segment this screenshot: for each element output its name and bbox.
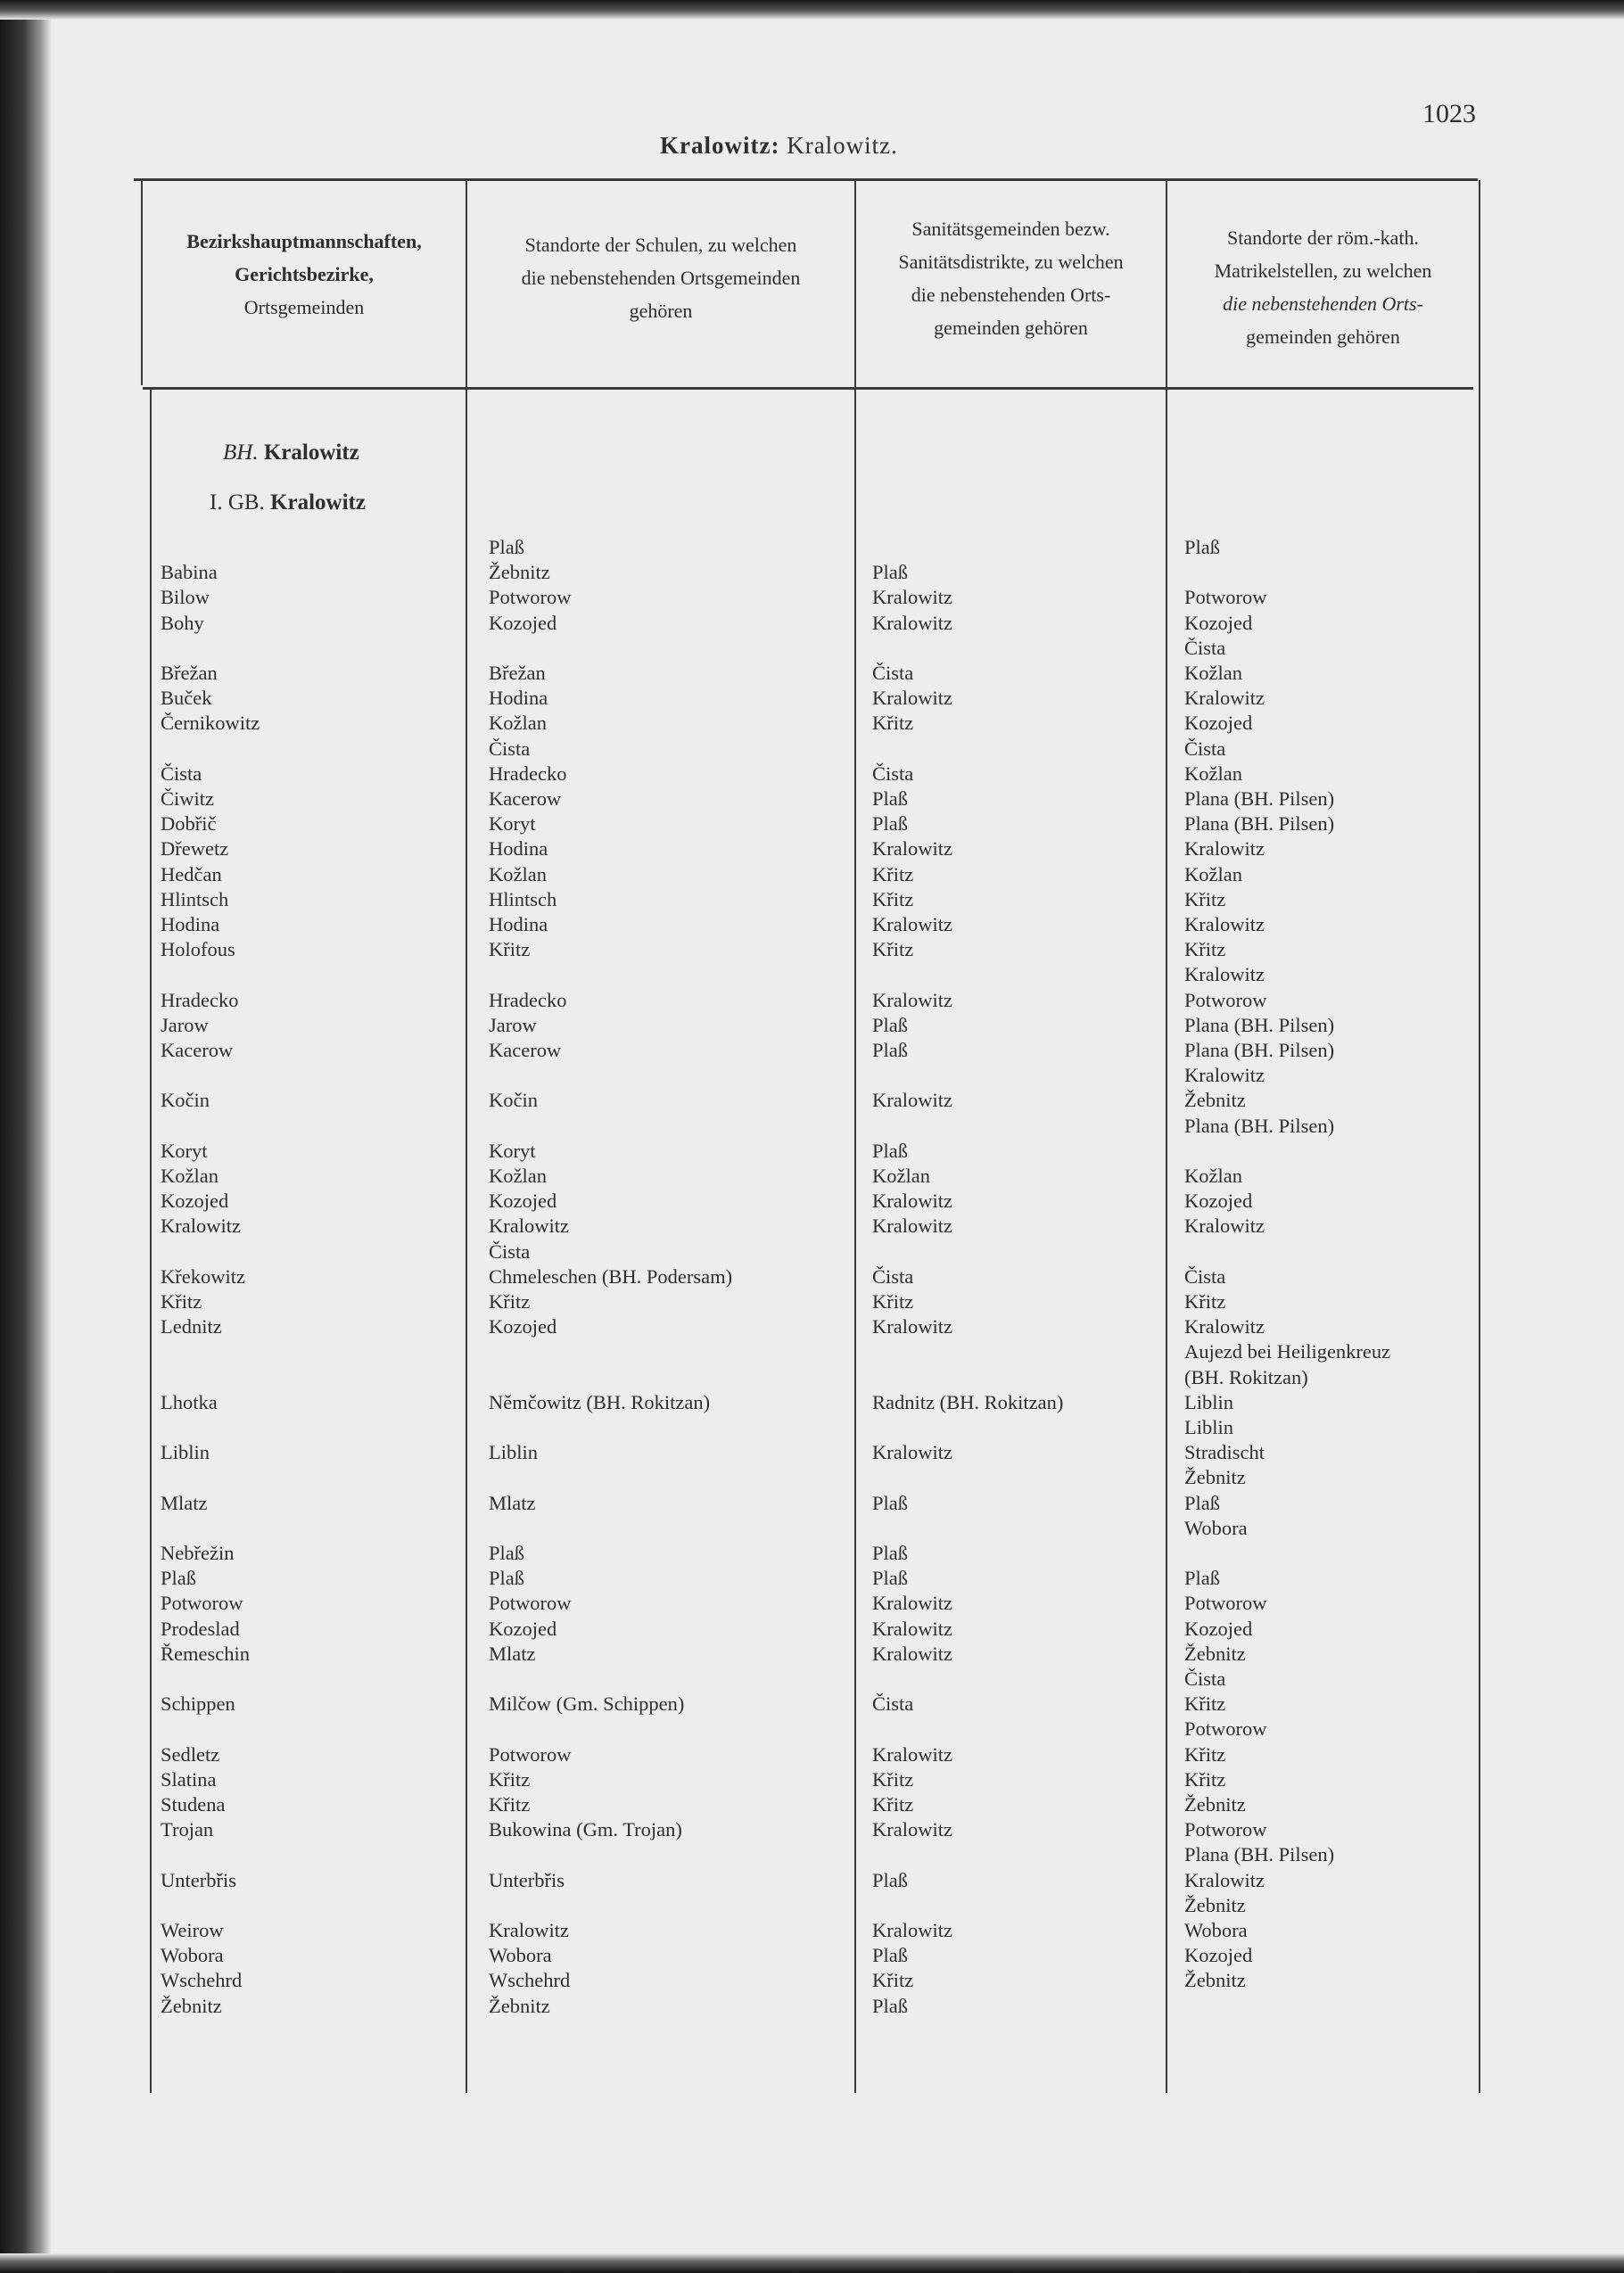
cell-gem: Sedletz — [161, 1742, 220, 1766]
cell-san: Kralowitz — [872, 1617, 952, 1640]
cell-gem: Wobora — [161, 1944, 224, 1967]
cell-school: Plaß — [489, 1542, 525, 1564]
cell-matrikel: Wobora — [1184, 1516, 1248, 1539]
gb-name: Kralowitz — [270, 490, 366, 515]
cell-san: Plaß — [872, 561, 909, 584]
cell-school: Hradecko — [489, 988, 567, 1011]
column-header-matrikel — [1169, 221, 1477, 353]
cell-san: Kralowitz — [872, 1919, 952, 1941]
cell-matrikel: Křitz — [1184, 1767, 1226, 1791]
table-row — [0, 1063, 1624, 1088]
column-header-sanitaet — [858, 212, 1164, 344]
cell-school: Kožlan — [489, 1165, 547, 1187]
cell-school: Wobora — [489, 1944, 552, 1967]
table-left-rule — [141, 180, 143, 385]
cell-matrikel: Křitz — [1184, 887, 1226, 910]
column-header-line: Gerichtsbezirke, — [235, 263, 374, 285]
cell-gem: Černikowitz — [161, 712, 260, 735]
cell-gem: Dobřič — [161, 812, 217, 836]
cell-san: Plaß — [872, 812, 909, 836]
cell-san: Kralowitz — [872, 988, 952, 1011]
table-row — [0, 862, 1624, 887]
column-header-line: gemeinden gehören — [1246, 325, 1400, 348]
table-row — [0, 1692, 1624, 1717]
cell-san: Křitz — [872, 862, 914, 885]
cell-san: Kralowitz — [872, 1592, 952, 1615]
cell-gem: Plaß — [161, 1567, 197, 1590]
cell-san: Plaß — [872, 1868, 909, 1891]
cell-school: Hodina — [489, 687, 548, 710]
column-header-line: Sanitätsgemeinden bezw. — [911, 218, 1110, 240]
cell-gem: Slatina — [161, 1767, 217, 1791]
cell-matrikel: Kralowitz — [1184, 1215, 1265, 1238]
table-row — [0, 1214, 1624, 1239]
cell-school: Kožlan — [489, 712, 547, 735]
cell-school: Potworow — [489, 586, 572, 609]
cell-san: Kralowitz — [872, 1215, 952, 1238]
cell-gem: Řemeschin — [161, 1642, 250, 1665]
cell-school: Kozojed — [489, 1315, 557, 1338]
cell-matrikel: Kralowitz — [1184, 913, 1265, 935]
cell-school: Koryt — [489, 1139, 536, 1162]
cell-school: Křitz — [489, 1767, 531, 1791]
cell-matrikel: Kralowitz — [1184, 963, 1265, 986]
table-row — [0, 1088, 1624, 1113]
cell-gem: Hradecko — [161, 988, 239, 1011]
cell-matrikel: (BH. Rokitzan) — [1184, 1365, 1308, 1388]
cell-matrikel: Kralowitz — [1184, 687, 1265, 710]
cell-gem: Hedčan — [161, 862, 222, 885]
cell-san: Křitz — [872, 1290, 914, 1313]
cell-school: Plaß — [489, 1567, 525, 1590]
cell-san: Radnitz (BH. Rokitzan) — [872, 1390, 1064, 1413]
cell-san: Plaß — [872, 1139, 909, 1162]
cell-san: Křitz — [872, 887, 914, 910]
cell-gem: Hlintsch — [161, 887, 229, 910]
table-row — [0, 1264, 1624, 1289]
cell-school: Mlatz — [489, 1642, 536, 1665]
cell-matrikel: Žebnitz — [1184, 1893, 1246, 1916]
cell-san: Kralowitz — [872, 1642, 952, 1665]
cell-matrikel: Kralowitz — [1184, 1315, 1265, 1338]
cell-san: Kralowitz — [872, 687, 952, 710]
table-row — [0, 811, 1624, 836]
cell-san: Kralowitz — [872, 1190, 952, 1213]
column-header-ortsgemeinden — [144, 225, 464, 324]
cell-san: Čista — [872, 762, 914, 785]
table-row — [0, 1893, 1624, 1918]
table-row — [0, 1114, 1624, 1139]
cell-san: Kralowitz — [872, 1818, 952, 1841]
cell-gem: Břežan — [161, 662, 218, 684]
column-header-line: Ortsgemeinden — [243, 296, 365, 318]
cell-matrikel: Kožlan — [1184, 862, 1242, 885]
table-row — [0, 1918, 1624, 1943]
cell-gem: Čista — [161, 762, 202, 785]
cell-school: Křitz — [489, 1793, 531, 1816]
cell-school: Křitz — [489, 938, 531, 961]
cell-gem: Babina — [161, 561, 218, 584]
cell-san: Křitz — [872, 1767, 914, 1791]
cell-gem: Trojan — [161, 1818, 214, 1841]
cell-matrikel: Křitz — [1184, 1290, 1226, 1313]
table-row — [0, 1968, 1624, 1993]
table-row — [0, 1842, 1624, 1867]
cell-gem: Žebnitz — [161, 1994, 222, 2017]
cell-san: Kralowitz — [872, 611, 952, 634]
bh-prefix: BH. — [223, 441, 259, 465]
cell-school: Kočin — [489, 1089, 538, 1112]
cell-school: Wschehrd — [489, 1969, 571, 1992]
cell-san: Křitz — [872, 712, 914, 735]
cell-san: Kralowitz — [872, 913, 952, 935]
cell-school: Kacerow — [489, 1039, 562, 1061]
cell-gem: Mlatz — [161, 1491, 208, 1514]
cell-san: Čista — [872, 1264, 914, 1288]
table-row — [0, 1415, 1624, 1440]
cell-gem: Unterbřis — [161, 1868, 236, 1891]
cell-san: Plaß — [872, 1039, 909, 1061]
cell-gem: Bohy — [161, 611, 204, 634]
cell-matrikel: Potworow — [1184, 586, 1267, 609]
table-row — [0, 836, 1624, 861]
cell-matrikel: Plana (BH. Pilsen) — [1184, 1013, 1335, 1036]
column-header-line: Standorte der Schulen, zu welchen — [524, 234, 797, 256]
cell-gem: Křekowitz — [161, 1264, 245, 1288]
cell-matrikel: Liblin — [1184, 1416, 1233, 1438]
cell-matrikel: Čista — [1184, 737, 1226, 760]
cell-gem: Koryt — [161, 1139, 208, 1162]
cell-san: Křitz — [872, 1793, 914, 1816]
cell-matrikel: Žebnitz — [1184, 1969, 1246, 1992]
cell-matrikel: Kozojed — [1184, 1617, 1253, 1640]
cell-matrikel: Kožlan — [1184, 762, 1242, 785]
table-row — [0, 1314, 1624, 1339]
cell-gem: Kožlan — [161, 1165, 218, 1187]
cell-san: Kožlan — [872, 1165, 930, 1187]
cell-gem: Nebřežin — [161, 1542, 235, 1564]
cell-gem: Holofous — [161, 938, 235, 961]
table-row — [0, 661, 1624, 686]
cell-matrikel: Plana (BH. Pilsen) — [1184, 1114, 1335, 1137]
cell-gem: Hodina — [161, 913, 220, 935]
cell-san: Plaß — [872, 1994, 909, 2017]
bh-name: Kralowitz — [263, 441, 359, 465]
cell-school: Břežan — [489, 662, 546, 684]
cell-gem: Kralowitz — [161, 1215, 241, 1238]
cell-matrikel: Plana (BH. Pilsen) — [1184, 787, 1335, 810]
cell-matrikel: Kožlan — [1184, 1165, 1242, 1187]
cell-gem: Lednitz — [161, 1315, 222, 1338]
table-row — [0, 1516, 1624, 1541]
cell-matrikel: Kozojed — [1184, 1944, 1253, 1967]
cell-school: Jarow — [489, 1013, 537, 1036]
table-row — [0, 1189, 1624, 1214]
table-row — [0, 1943, 1624, 1968]
table-row — [0, 937, 1624, 962]
cell-san: Kralowitz — [872, 1441, 952, 1464]
cell-matrikel: Čista — [1184, 636, 1226, 659]
cell-gem: Buček — [161, 687, 212, 710]
table-row — [0, 535, 1624, 560]
running-head-rest: Kralowitz. — [779, 132, 898, 159]
table-row — [0, 636, 1624, 661]
table-row — [0, 686, 1624, 711]
cell-matrikel: Žebnitz — [1184, 1793, 1246, 1816]
cell-school: Němčowitz (BH. Rokitzan) — [489, 1390, 711, 1413]
table-row — [0, 912, 1624, 937]
table-row — [0, 786, 1624, 811]
table-row — [0, 1390, 1624, 1415]
cell-san: Plaß — [872, 1542, 909, 1564]
cell-gem: Kacerow — [161, 1039, 234, 1061]
cell-school: Chmeleschen (BH. Podersam) — [489, 1264, 733, 1288]
header-bottom-rule — [143, 387, 1473, 390]
cell-gem: Liblin — [161, 1441, 210, 1464]
table-row — [0, 711, 1624, 736]
table-row — [0, 1013, 1624, 1038]
cell-school: Hodina — [489, 837, 548, 861]
column-header-line: gemeinden gehören — [934, 317, 1088, 339]
table-row — [0, 962, 1624, 987]
page-number: 1023 — [1422, 99, 1476, 128]
table-row — [0, 1817, 1624, 1842]
cell-school: Žebnitz — [489, 561, 550, 584]
column-header-line: die nebenstehenden Orts- — [1223, 292, 1423, 315]
cell-gem: Jarow — [161, 1013, 209, 1036]
cell-san: Čista — [872, 662, 914, 684]
running-head-bold: Kralowitz: — [660, 132, 780, 159]
bottom-edge-shadow — [0, 2253, 1624, 2273]
table-row — [0, 1139, 1624, 1164]
cell-matrikel: Žebnitz — [1184, 1642, 1246, 1665]
cell-school: Kozojed — [489, 1190, 557, 1213]
cell-matrikel: Plaß — [1184, 1491, 1221, 1514]
table-row — [0, 1365, 1624, 1390]
table-row — [0, 1541, 1624, 1566]
cell-matrikel: Křitz — [1184, 938, 1226, 961]
cell-school: Kozojed — [489, 611, 557, 634]
cell-school: Bukowina (Gm. Trojan) — [489, 1818, 682, 1841]
table-row — [0, 1491, 1624, 1516]
cell-matrikel: Liblin — [1184, 1390, 1233, 1413]
cell-school: Potworow — [489, 1742, 572, 1766]
cell-san: Křitz — [872, 1969, 914, 1992]
column-header-line: die nebenstehenden Ortsgemeinden — [521, 267, 801, 289]
column-header-line: Bezirkshauptmannschaften, — [186, 230, 422, 252]
cell-san: Plaß — [872, 1013, 909, 1036]
table-row — [0, 988, 1624, 1013]
cell-san: Plaß — [872, 1491, 909, 1514]
table-row — [0, 1566, 1624, 1591]
table-row — [0, 1994, 1624, 2019]
cell-matrikel: Plana (BH. Pilsen) — [1184, 1843, 1335, 1866]
cell-school: Křitz — [489, 1290, 531, 1313]
cell-matrikel: Kozojed — [1184, 1190, 1253, 1213]
cell-gem: Dřewetz — [161, 837, 229, 861]
cell-school: Liblin — [489, 1441, 538, 1464]
cell-school: Potworow — [489, 1592, 572, 1615]
cell-matrikel: Wobora — [1184, 1919, 1248, 1941]
cell-gem: Kozojed — [161, 1190, 229, 1213]
cell-gem: Lhotka — [161, 1390, 218, 1413]
cell-school: Kralowitz — [489, 1215, 569, 1238]
cell-san: Kralowitz — [872, 1742, 952, 1766]
cell-matrikel: Křitz — [1184, 1692, 1226, 1716]
table-row — [0, 1742, 1624, 1767]
cell-matrikel: Žebnitz — [1184, 1466, 1246, 1489]
cell-gem: Kočin — [161, 1089, 210, 1112]
table-row — [0, 560, 1624, 585]
cell-matrikel: Potworow — [1184, 1592, 1267, 1615]
cell-school: Mlatz — [489, 1491, 536, 1514]
table-row — [0, 585, 1624, 610]
cell-san: Kralowitz — [872, 1089, 952, 1112]
cell-san: Plaß — [872, 787, 909, 810]
table-row — [0, 1339, 1624, 1364]
column-header-line: Standorte der röm.-kath. — [1226, 226, 1420, 249]
cell-school: Kožlan — [489, 862, 547, 885]
cell-school: Kralowitz — [489, 1919, 569, 1941]
cell-school: Hradecko — [489, 762, 567, 785]
cell-san: Kralowitz — [872, 837, 952, 861]
table-row — [0, 1667, 1624, 1692]
cell-matrikel: Kozojed — [1184, 712, 1253, 735]
table-row — [0, 1164, 1624, 1189]
cell-san: Čista — [872, 1692, 914, 1716]
cell-matrikel: Potworow — [1184, 1717, 1267, 1741]
cell-school: Hodina — [489, 913, 548, 935]
cell-matrikel: Aujezd bei Heiligenkreuz — [1184, 1340, 1391, 1363]
cell-gem: Studena — [161, 1793, 226, 1816]
cell-gem: Bilow — [161, 586, 210, 609]
cell-san: Kralowitz — [872, 586, 952, 609]
cell-school: Unterbřis — [489, 1868, 565, 1891]
cell-san: Plaß — [872, 1944, 909, 1967]
gb-prefix: I. GB. — [210, 490, 265, 515]
cell-matrikel: Kozojed — [1184, 611, 1253, 634]
cell-school: Milčow (Gm. Schippen) — [489, 1692, 685, 1716]
table-row — [0, 1465, 1624, 1490]
cell-school: Plaß — [489, 536, 525, 558]
table-row — [0, 1717, 1624, 1742]
cell-gem: Wschehrd — [161, 1969, 243, 1992]
table-row — [0, 1617, 1624, 1642]
table-row — [0, 1767, 1624, 1792]
column-header-line: gehören — [629, 300, 693, 322]
table-row — [0, 737, 1624, 762]
cell-gem: Potworow — [161, 1592, 243, 1615]
cell-matrikel: Křitz — [1184, 1742, 1226, 1766]
cell-matrikel: Kralowitz — [1184, 1868, 1265, 1891]
cell-school: Žebnitz — [489, 1994, 550, 2017]
cell-matrikel: Čista — [1184, 1668, 1226, 1690]
column-header-schulen — [469, 228, 853, 327]
column-header-line: Sanitätsdistrikte, zu welchen — [898, 251, 1124, 273]
cell-school: Hlintsch — [489, 887, 557, 910]
cell-san: Kralowitz — [872, 1315, 952, 1338]
table-row — [0, 1289, 1624, 1314]
running-head — [660, 132, 898, 160]
cell-school: Čista — [489, 1239, 531, 1263]
cell-matrikel: Plaß — [1184, 536, 1221, 558]
cell-gem: Čiwitz — [161, 787, 214, 810]
cell-gem: Weirow — [161, 1919, 224, 1941]
cell-matrikel: Kožlan — [1184, 662, 1242, 684]
table-row — [0, 1591, 1624, 1616]
table-top-rule — [134, 178, 1478, 181]
cell-san: Křitz — [872, 938, 914, 961]
cell-school: Kacerow — [489, 787, 562, 810]
cell-matrikel: Žebnitz — [1184, 1089, 1246, 1112]
table-row — [0, 1868, 1624, 1893]
cell-matrikel: Plana (BH. Pilsen) — [1184, 812, 1335, 836]
table-row — [0, 1239, 1624, 1264]
bezirkshauptmannschaft-heading — [223, 441, 359, 465]
cell-matrikel: Kralowitz — [1184, 837, 1265, 861]
cell-matrikel: Plaß — [1184, 1567, 1221, 1590]
cell-school: Čista — [489, 737, 531, 760]
top-edge-shadow — [0, 0, 1624, 20]
table-row — [0, 762, 1624, 786]
column-header-line: Matrikelstellen, zu welchen — [1214, 259, 1432, 282]
cell-matrikel: Potworow — [1184, 1818, 1267, 1841]
table-row — [0, 887, 1624, 912]
table-row — [0, 1440, 1624, 1465]
cell-matrikel: Stradischt — [1184, 1441, 1265, 1464]
cell-san: Plaß — [872, 1567, 909, 1590]
column-header-line: die nebenstehenden Orts- — [911, 284, 1111, 306]
table-row — [0, 611, 1624, 636]
cell-matrikel: Kralowitz — [1184, 1064, 1265, 1087]
gerichtsbezirk-heading — [210, 490, 366, 515]
cell-gem: Prodeslad — [161, 1617, 240, 1640]
cell-school: Kozojed — [489, 1617, 557, 1640]
cell-matrikel: Potworow — [1184, 988, 1267, 1011]
cell-gem: Křitz — [161, 1290, 202, 1313]
table-row — [0, 1038, 1624, 1063]
table-row — [0, 1642, 1624, 1667]
cell-school: Koryt — [489, 812, 536, 836]
table-row — [0, 1792, 1624, 1817]
cell-matrikel: Čista — [1184, 1264, 1226, 1288]
cell-gem: Schippen — [161, 1692, 235, 1716]
cell-matrikel: Plana (BH. Pilsen) — [1184, 1039, 1335, 1061]
